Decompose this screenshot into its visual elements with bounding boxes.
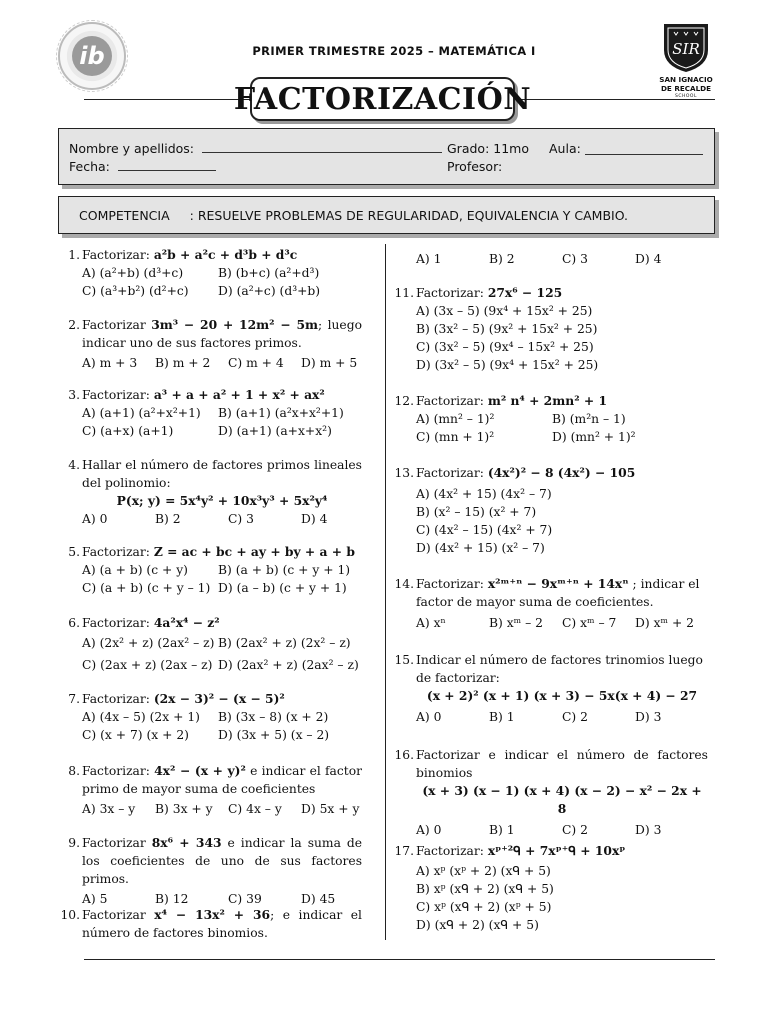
question-expression: 8x⁶ + 343 xyxy=(151,835,222,850)
date-label: Fecha: xyxy=(69,159,110,174)
question-2 xyxy=(68,316,362,372)
option-c[interactable]: C) (mn + 1)² xyxy=(416,430,495,444)
question-14 xyxy=(394,575,708,632)
question-15 xyxy=(394,651,708,726)
question-10 xyxy=(60,906,362,942)
question-text: Factorizar xyxy=(82,318,152,332)
option-d[interactable]: D) (a+1) (a+x+x²) xyxy=(218,424,332,438)
option-d[interactable]: D) 5x + y xyxy=(301,802,360,816)
option-c[interactable]: C) 2 xyxy=(562,710,588,724)
question-expression: 3m³ − 20 + 12m² − 5m xyxy=(151,317,319,332)
competence-text: : RESUELVE PROBLEMAS DE REGULARIDAD, EQUIVALENCIA Y CAMBIO. xyxy=(189,207,629,223)
option-a[interactable]: A) (2x² + z) (2ax² – z) xyxy=(82,636,215,650)
question-text: Factorizar: xyxy=(82,545,154,559)
option-d[interactable]: D) (xᑫ + 2) (xᑫ + 5) xyxy=(416,918,539,932)
option-a[interactable]: A) 0 xyxy=(82,512,108,526)
question-expression: 4a²x⁴ − z² xyxy=(153,615,220,630)
option-a[interactable]: A) (4x² + 15) (4x² – 7) xyxy=(416,487,552,501)
question-16 xyxy=(394,746,708,839)
school-crest-icon xyxy=(660,20,712,74)
question-expression: xᵖ⁺²ᑫ + 7xᵖ⁺ᑫ + 10xᵖ xyxy=(487,843,626,858)
question-text: Factorizar: xyxy=(82,692,154,706)
question-10-options xyxy=(416,250,708,268)
question-number: 5. xyxy=(68,545,80,559)
option-c[interactable]: C) 39 xyxy=(228,892,262,906)
option-a[interactable]: A) 0 xyxy=(416,710,442,724)
question-text: Factorizar xyxy=(82,836,152,850)
school-sub: SCHOOL xyxy=(675,94,697,99)
option-d[interactable]: D) (mn² + 1)² xyxy=(552,430,636,444)
option-b[interactable]: B) (3x² – 5) (9x² + 15x² + 25) xyxy=(416,322,598,336)
option-b[interactable]: B) (3x – 8) (x + 2) xyxy=(218,710,329,724)
question-number: 13. xyxy=(394,466,414,480)
question-text: Factorizar: xyxy=(416,394,488,408)
student-info-box xyxy=(58,128,715,185)
question-number: 16. xyxy=(394,748,414,762)
question-text-after: e indicar la suma de los coeficientes de uno de sus factores primos. xyxy=(82,836,363,886)
option-a[interactable]: A) 1 xyxy=(416,252,442,266)
title-rule-right xyxy=(512,99,715,100)
option-c[interactable]: C) (a³+b²) (d²+c) xyxy=(82,284,189,298)
option-d[interactable]: D) 4 xyxy=(301,512,328,526)
question-expression: x⁴ − 13x² + 36 xyxy=(154,907,271,922)
question-expression: P(x; y) = 5x⁴y² + 10x³y³ + 5x²y⁴ xyxy=(116,493,328,508)
question-number: 8. xyxy=(68,764,80,778)
question-4 xyxy=(68,456,362,528)
document-title: FACTORIZACIÓN xyxy=(250,77,515,121)
title-rule-left xyxy=(84,99,254,100)
question-9 xyxy=(68,834,363,908)
question-expression: (4x²)² − 8 (4x²) − 105 xyxy=(487,465,636,480)
question-expression: Z = ac + bc + ay + by + a + b xyxy=(153,544,355,559)
option-a[interactable]: A) (mn² – 1)² xyxy=(416,412,495,426)
option-c[interactable]: C) m + 4 xyxy=(228,356,284,370)
question-6 xyxy=(68,614,377,674)
question-3 xyxy=(68,386,372,440)
option-b[interactable]: B) 12 xyxy=(155,892,189,906)
question-text: Indicar el número de factores trinomios luego de factorizar: xyxy=(416,653,703,685)
question-number: 12. xyxy=(394,394,414,408)
option-a[interactable]: A) m + 3 xyxy=(82,356,138,370)
option-c[interactable]: C) (x + 7) (x + 2) xyxy=(82,728,189,742)
room-field[interactable] xyxy=(585,143,703,155)
option-a[interactable]: A) (4x – 5) (2x + 1) xyxy=(82,710,200,724)
question-number: 9. xyxy=(68,836,80,850)
competence-label: COMPETENCIA xyxy=(79,207,170,223)
question-1 xyxy=(68,246,362,300)
option-b[interactable]: B) xᵖ (xᑫ + 2) (xᑫ + 5) xyxy=(416,882,554,896)
question-11 xyxy=(394,284,708,374)
option-b[interactable]: B) m + 2 xyxy=(155,356,211,370)
question-text: Hallar el número de factores primos lineales del polinomio: xyxy=(82,458,362,490)
question-expression: a³ + a + a² + 1 + x² + ax² xyxy=(153,387,325,402)
option-d[interactable]: D) 4 xyxy=(635,252,662,266)
option-d[interactable]: D) (3x² – 5) (9x⁴ + 15x² + 25) xyxy=(416,358,599,372)
question-17 xyxy=(394,842,708,934)
option-c[interactable]: C) (2ax + z) (2ax – z) xyxy=(82,658,213,672)
option-c[interactable]: C) 3 xyxy=(562,252,588,266)
question-text-after: ; e indicar el número de factores binomios. xyxy=(82,908,362,940)
question-number: 7. xyxy=(68,692,80,706)
option-a[interactable]: A) 5 xyxy=(82,892,108,906)
option-a[interactable]: A) (3x – 5) (9x⁴ + 15x² + 25) xyxy=(416,304,593,318)
question-number: 14. xyxy=(394,577,414,591)
question-expression: m² n⁴ + 2mn² + 1 xyxy=(487,393,607,408)
option-d[interactable]: D) 3 xyxy=(635,823,662,837)
question-expression: a²b + a²c + d³b + d³c xyxy=(153,247,298,262)
option-c[interactable]: C) xᵐ – 7 xyxy=(562,616,617,630)
option-b[interactable]: B) (a + b) (c + y + 1) xyxy=(218,563,351,577)
question-text-after: ; luego indicar uno de sus factores primos. xyxy=(82,318,362,350)
option-b[interactable]: B) 2 xyxy=(489,252,515,266)
option-b[interactable]: B) 1 xyxy=(489,823,515,837)
question-text: Factorizar: xyxy=(416,466,488,480)
option-c[interactable]: C) (3x² – 5) (9x⁴ – 15x² + 25) xyxy=(416,340,594,354)
question-expression: (x + 3) (x − 1) (x + 4) (x − 2) − x² − 2x + 8 xyxy=(422,783,702,816)
question-number: 1. xyxy=(68,248,80,262)
question-number: 3. xyxy=(68,388,80,402)
question-text: Factorizar xyxy=(82,908,155,922)
option-c[interactable]: C) (a + b) (c + y – 1) xyxy=(82,581,211,595)
option-b[interactable]: B) (a+1) (a²x+x²+1) xyxy=(218,406,344,420)
question-5 xyxy=(68,543,372,597)
question-number: 2. xyxy=(68,318,80,332)
option-c[interactable]: C) 2 xyxy=(562,823,588,837)
option-b[interactable]: B) (x² – 15) (x² + 7) xyxy=(416,505,537,519)
question-7 xyxy=(68,690,372,744)
option-a[interactable]: A) 0 xyxy=(416,823,442,837)
name-field[interactable] xyxy=(202,141,442,153)
question-number: 11. xyxy=(394,286,414,300)
option-b[interactable]: B) (m²n – 1) xyxy=(552,412,626,426)
option-c[interactable]: C) xᵖ (xᑫ + 2) (xᵖ + 5) xyxy=(416,900,552,914)
option-c[interactable]: C) (a+x) (a+1) xyxy=(82,424,174,438)
option-d[interactable]: D) (a²+c) (d³+b) xyxy=(218,284,321,298)
school-name-line-1: SAN IGNACIO xyxy=(659,75,713,84)
question-text: Factorizar: xyxy=(416,577,488,591)
question-expression: (2x − 3)² − (x − 5)² xyxy=(153,691,285,706)
question-number: 10. xyxy=(60,908,80,922)
option-a[interactable]: A) (a + b) (c + y) xyxy=(82,563,188,577)
option-d[interactable]: D) 45 xyxy=(301,892,336,906)
question-text: Factorizar: xyxy=(416,844,488,858)
option-b[interactable]: B) 3x + y xyxy=(155,802,213,816)
option-c[interactable]: C) 3 xyxy=(228,512,254,526)
option-d[interactable]: D) (2ax² + z) (2ax² – z) xyxy=(218,658,359,672)
question-text-after: e indicar el factor primo de mayor suma de coeficientes xyxy=(82,764,362,796)
question-number: 6. xyxy=(68,616,80,630)
teacher-label: Profesor: xyxy=(447,159,503,174)
question-text: Factorizar: xyxy=(82,616,154,630)
question-8 xyxy=(68,762,362,818)
school-name-line-2: DE RECALDE xyxy=(660,84,712,93)
option-d[interactable]: D) (a – b) (c + y + 1) xyxy=(218,581,347,595)
option-d[interactable]: D) m + 5 xyxy=(301,356,358,370)
option-b[interactable]: B) (b+c) (a²+d³) xyxy=(218,266,320,280)
ib-logo-mark: ib xyxy=(72,36,112,76)
option-a[interactable]: A) (a+1) (a²+x²+1) xyxy=(82,406,201,420)
school-crest-monogram: SIR xyxy=(672,40,700,58)
option-a[interactable]: A) 3x – y xyxy=(82,802,136,816)
question-expression: 27x⁶ − 125 xyxy=(487,285,563,300)
option-c[interactable]: C) 4x – y xyxy=(228,802,282,816)
option-b[interactable]: B) xᵐ – 2 xyxy=(489,616,544,630)
option-b[interactable]: B) (2ax² + z) (2x² – z) xyxy=(218,636,351,650)
footer-rule xyxy=(84,959,715,960)
question-expression: x²ᵐ⁺ⁿ − 9xᵐ⁺ⁿ + 14xⁿ xyxy=(487,576,629,591)
question-number: 17. xyxy=(394,844,414,858)
option-b[interactable]: B) 2 xyxy=(155,512,181,526)
option-d[interactable]: D) xᵐ + 2 xyxy=(635,616,694,630)
option-a[interactable]: A) xᵖ (xᵖ + 2) (xᑫ + 5) xyxy=(416,864,551,878)
option-d[interactable]: D) (3x + 5) (x – 2) xyxy=(218,728,330,742)
option-a[interactable]: A) xⁿ xyxy=(416,616,446,630)
question-expression: (x + 2)² (x + 1) (x + 3) − 5x(x + 4) − 27 xyxy=(426,688,698,703)
question-text: Factorizar: xyxy=(82,388,154,402)
competence-box xyxy=(58,196,715,234)
option-a[interactable]: A) (a²+b) (d³+c) xyxy=(82,266,184,280)
question-text: Factorizar e indicar el número de factores binomios xyxy=(416,748,708,780)
question-text: Factorizar: xyxy=(82,248,154,262)
option-d[interactable]: D) (4x² + 15) (x² – 7) xyxy=(416,541,545,555)
question-13 xyxy=(394,464,708,557)
option-d[interactable]: D) 3 xyxy=(635,710,662,724)
school-name xyxy=(640,75,732,93)
question-expression: 4x² − (x + y)² xyxy=(154,763,246,778)
grade-label: Grado: 11mo xyxy=(447,141,529,156)
question-text: Factorizar: xyxy=(416,286,488,300)
option-c[interactable]: C) (4x² – 15) (4x² + 7) xyxy=(416,523,553,537)
question-number: 4. xyxy=(68,458,80,472)
option-b[interactable]: B) 1 xyxy=(489,710,515,724)
column-divider xyxy=(385,244,386,940)
name-label: Nombre y apellidos: xyxy=(69,141,195,156)
question-number: 15. xyxy=(394,653,414,667)
question-text-after: ; indicar el factor de mayor suma de coeficientes. xyxy=(416,577,700,609)
header-title: PRIMER TRIMESTRE 2025 – MATEMÁTICA I xyxy=(252,44,536,58)
room-label: Aula: xyxy=(549,141,581,156)
question-12 xyxy=(394,392,708,446)
question-text: Factorizar: xyxy=(82,764,155,778)
date-field[interactable] xyxy=(118,159,216,171)
